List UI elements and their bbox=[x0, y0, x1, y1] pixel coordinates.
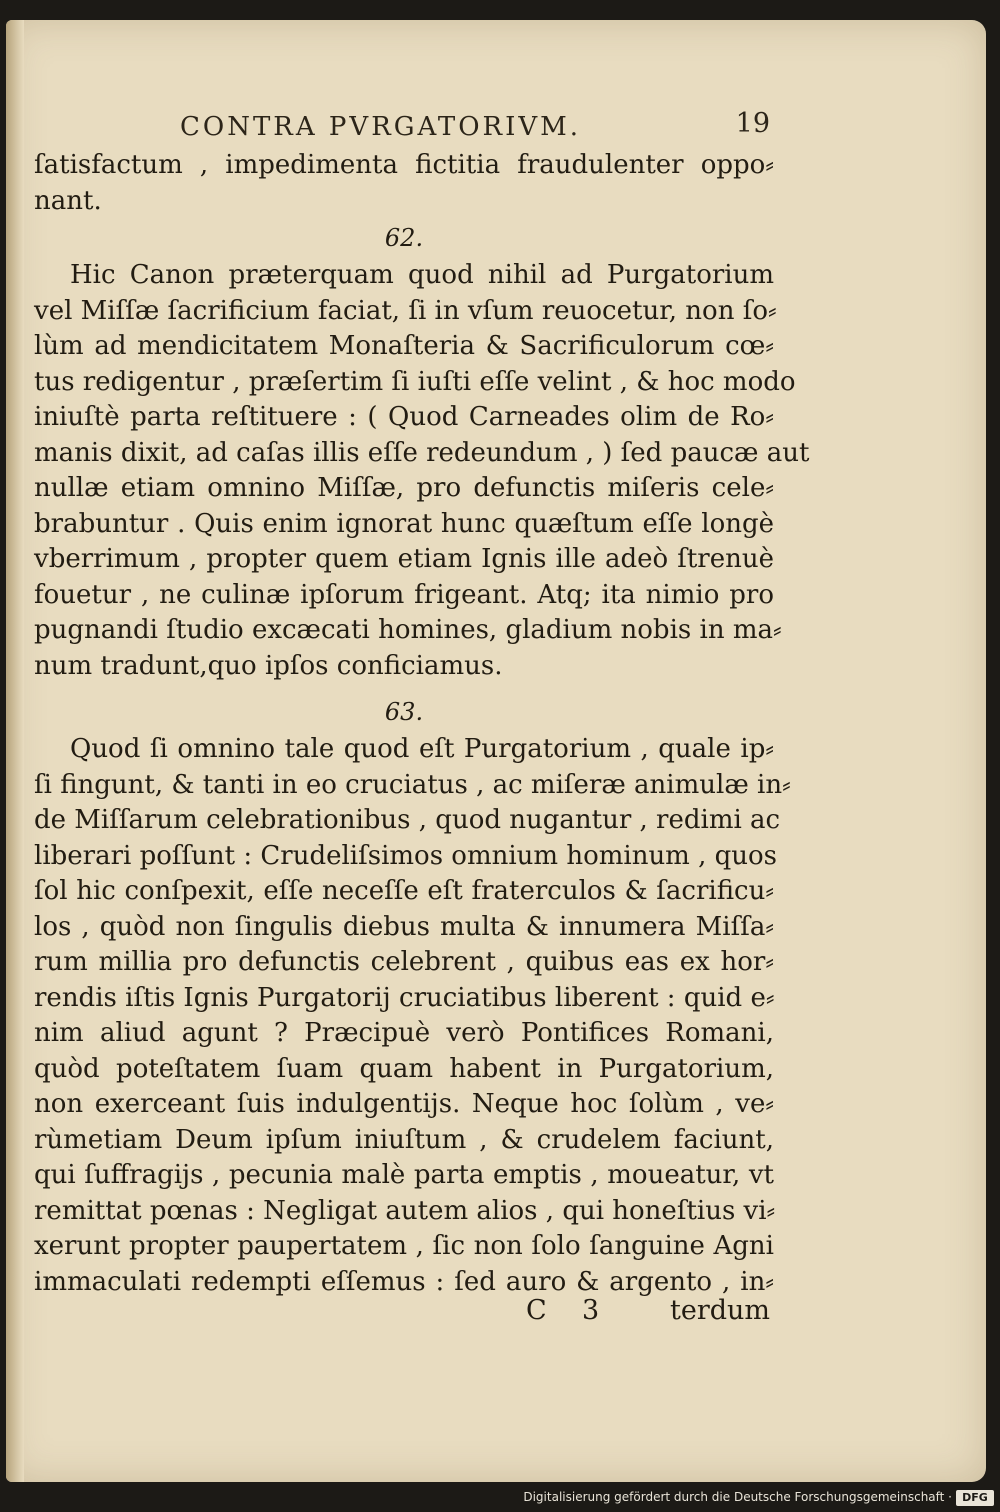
text-line: Quod ſi omnino tale quod eſt Purgatorium , quale ip⸗ bbox=[70, 734, 774, 764]
dfg-logo: DFG bbox=[956, 1490, 994, 1506]
funding-credit: Digitalisierung gefördert durch die Deutsche Forschungsgemeinschaft · bbox=[523, 1490, 952, 1504]
text-line: remittat pœnas : Negligat autem alios , qui honeſtius vi⸗ bbox=[34, 1195, 776, 1226]
text-line: num tradunt,quo ipſos conficiamus. bbox=[34, 650, 503, 681]
section-number: 63. bbox=[384, 698, 424, 726]
section-63 bbox=[34, 692, 791, 1300]
page-number: 19 bbox=[735, 108, 770, 139]
text-line: pugnandi ſtudio excæcati homines, gladium nobis in ma⸗ bbox=[34, 615, 782, 645]
text-line: de Miſſarum celebrationibus , quod nugantur , redimi ac bbox=[34, 805, 781, 835]
text-line: rendis iſtis Ignis Purgatorij cruciatibus liberent : quid e⸗ bbox=[34, 982, 775, 1013]
page-gutter-shadow bbox=[6, 20, 24, 1482]
section-62 bbox=[34, 218, 810, 684]
text-line: nim aliud agunt ? Præcipuè verò Pontifices Romani, bbox=[34, 1018, 774, 1048]
text-line: ſol hic conſpexit, eſſe neceſſe eſt fraterculos & ſacrificu⸗ bbox=[34, 876, 774, 906]
text-line: rùmetiam Deum ipſum iniuſtum , & crudelem faciunt, bbox=[34, 1124, 774, 1155]
continuation-text bbox=[34, 148, 774, 219]
text-line: non exerceant ſuis indulgentijs. Neque hoc ſolùm , ve⸗ bbox=[34, 1089, 774, 1119]
text-line: tus redigentur , præſertim ſi iuſti eſſe velint , & hoc modo bbox=[34, 366, 796, 397]
signature-mark: C bbox=[526, 1295, 547, 1326]
text-line: nant. bbox=[34, 185, 102, 216]
text-line: nullæ etiam omnino Miſſæ, pro defunctis miſeris cele⸗ bbox=[34, 473, 774, 503]
running-title: CONTRA PVRGATORIVM. bbox=[180, 112, 582, 142]
text-line: vel Miſſæ ſacrificium faciat, ſi in vſum reuocetur, non ſo⸗ bbox=[34, 295, 777, 326]
page-footer bbox=[500, 1295, 770, 1331]
section-number: 62. bbox=[384, 224, 424, 252]
text-line: manis dixit, ad caſas illis eſſe redeundum , ) ſed paucæ aut bbox=[34, 437, 810, 468]
text-line: liberari poſſunt : Crudeliſsimos omnium hominum , quos bbox=[34, 840, 778, 871]
viewer-footer-bar bbox=[0, 1482, 1000, 1512]
text-line: fouetur , ne culinæ ipſorum frigeant. Atq; ita nimio pro bbox=[34, 579, 774, 610]
text-line: qui ſuffragijs , pecunia malè parta emptis , moueatur, vt bbox=[34, 1160, 774, 1190]
text-line: lùm ad mendicitatem Monaſteria & Sacrificulorum cœ⸗ bbox=[34, 331, 774, 361]
text-line: los , quòd non ſingulis diebus multa & innumera Miſſa⸗ bbox=[34, 911, 774, 942]
text-line: Hic Canon præterquam quod nihil ad Purgatorium bbox=[70, 260, 774, 290]
text-line: immaculati redempti eſſemus : ſed auro & argento , in⸗ bbox=[34, 1266, 774, 1297]
text-line: quòd poteſtatem ſuam quam habent in Purgatorium, bbox=[34, 1053, 774, 1084]
text-line: ſatisfactum , impedimenta fictitia fraudulenter oppo⸗ bbox=[34, 150, 774, 180]
page-header bbox=[120, 108, 770, 152]
signature-number: 3 bbox=[582, 1295, 600, 1326]
text-line: iniuſtè parta reſtituere : ( Quod Carneades olim de Ro⸗ bbox=[34, 402, 774, 432]
text-line: vberrimum , propter quem etiam Ignis ille adeò ſtrenuè bbox=[34, 544, 774, 574]
text-line: ſi fingunt, & tanti in eo cruciatus , ac miſeræ animulæ in⸗ bbox=[34, 769, 791, 800]
catchword: terdum bbox=[669, 1295, 770, 1326]
text-line: rum millia pro defunctis celebrent , quibus eas ex hor⸗ bbox=[34, 947, 774, 977]
text-line: brabuntur . Quis enim ignorat hunc quæſtum eſſe longè bbox=[34, 508, 774, 539]
text-line: xerunt propter paupertatem , ſic non ſolo ſanguine Agni bbox=[34, 1231, 774, 1261]
